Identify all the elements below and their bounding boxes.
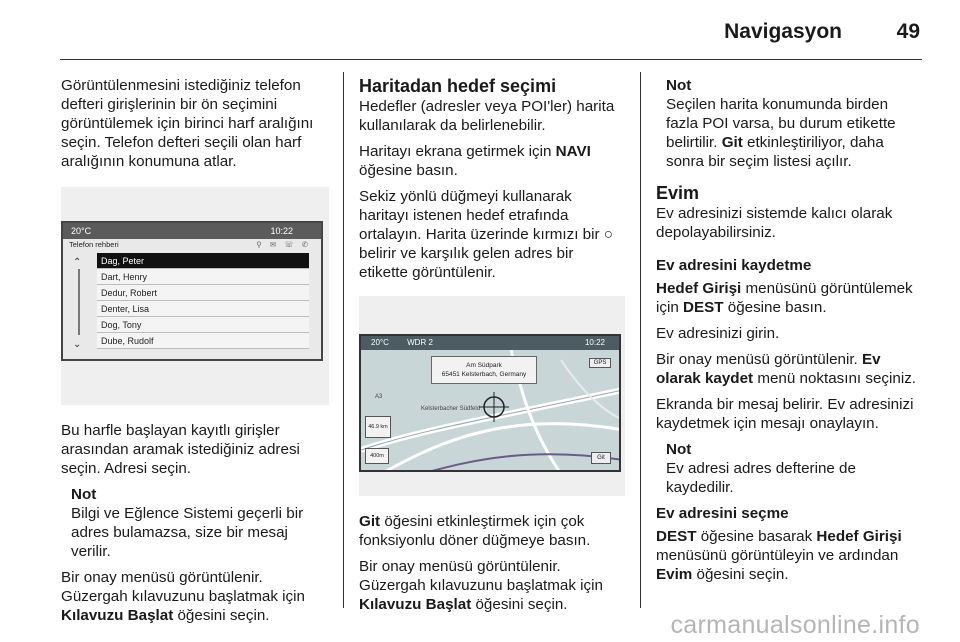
status-bar	[63, 223, 321, 239]
map-screen	[359, 334, 621, 472]
scrollbar-track	[78, 269, 80, 335]
note-heading: Not	[71, 486, 97, 503]
list-item: Dedur, Robert	[97, 285, 309, 301]
column-divider	[343, 72, 344, 608]
list-item: Dart, Henry	[97, 269, 309, 285]
status-icons: ⚲ ✉ ☏ ✆	[256, 240, 311, 249]
paragraph: Hedef Girişi menüsünü görüntülemek için DEST öğesine basın.	[656, 280, 913, 316]
paragraph: Haritayı ekrana getirmek için NAVI öğesine basın.	[359, 143, 591, 179]
note-heading: Not	[666, 77, 692, 94]
list-item: Dag, Peter	[97, 253, 309, 269]
list-item: Dog, Tony	[97, 317, 309, 333]
scroll-down-icon: ⌄	[73, 339, 82, 350]
temperature: 20°C	[71, 226, 92, 236]
phonebook-list	[97, 253, 309, 349]
header-rule	[60, 59, 922, 60]
zoom-indicator: 46.9 km	[365, 416, 391, 438]
phonebook-screen	[61, 221, 323, 361]
paragraph: Bir onay menüsü görüntülenir. Güzergah kılavuzunu başlatmak için Kılavuzu Başlat öğesini seçin.	[359, 558, 603, 613]
column-right	[656, 76, 922, 591]
paragraph: Ev adresinizi sistemde kalıcı olarak depolayabilirsiniz.	[656, 205, 893, 241]
map-screenshot	[359, 296, 625, 496]
address-label: Am Südpark 65451 Kelsterbach, Germany	[431, 356, 537, 384]
list-item: Denter, Lisa	[97, 301, 309, 317]
screen-subtitle: Telefon rehberi	[69, 240, 119, 249]
paragraph: Sekiz yönlü düğmeyi kullanarak haritayı istenen hedef etrafında ortalayın. Harita üzerinde kırmızı bir ○ belirir ve karşılık gelen adres bir etikette görüntülenir.	[359, 188, 613, 281]
section-heading: Evim	[656, 183, 700, 203]
page-number: 49	[896, 20, 920, 43]
crosshair-icon	[479, 392, 509, 422]
gps-button: GPS	[589, 358, 611, 368]
road-label: A3	[375, 394, 383, 400]
paragraph: Ev adresinizi girin.	[656, 325, 780, 342]
paragraph: DEST öğesine basarak Hedef Girişi menüsünü görüntüleyin ve ardından Evim öğesini seçin.	[656, 528, 902, 583]
phonebook-screenshot	[61, 187, 329, 405]
list-item: Dube, Rudolf	[97, 333, 309, 349]
column-divider	[640, 72, 641, 608]
note-box	[61, 485, 329, 561]
page-header	[0, 0, 960, 60]
subsection-heading: Ev adresini seçme	[656, 505, 789, 522]
road-label: Kelsterbacher Südfeld	[421, 406, 481, 412]
subsection-heading: Ev adresini kaydetme	[656, 257, 812, 274]
note-heading: Not	[666, 441, 692, 458]
scroll-up-icon: ⌃	[73, 257, 82, 268]
temperature: 20°C	[371, 338, 389, 347]
section-heading: Haritadan hedef seçimi	[359, 76, 557, 96]
page-title: Navigasyon	[724, 20, 842, 43]
clock: 10:22	[270, 226, 293, 236]
column-left	[61, 76, 329, 632]
paragraph: Git öğesini etkinleştirmek için çok fonksiyonlu döner düğmeye basın.	[359, 513, 591, 549]
paragraph: Bu harfle başlayan kayıtlı girişler arasından aramak istediğiniz adresi seçin. Adresi seçin.	[61, 422, 300, 477]
note-text: Bilgi ve Eğlence Sistemi geçerli bir adres bulamazsa, size bir mesaj verilir.	[71, 505, 304, 560]
clock: 10:22	[584, 338, 605, 347]
watermark: carmanualsonline.info	[670, 611, 920, 639]
radio-station: WDR 2	[407, 338, 433, 347]
screen-subtitle-bar	[63, 239, 321, 251]
note-box	[656, 76, 922, 171]
column-middle	[359, 76, 625, 621]
note-text: Ev adresi adres defterine de kaydedilir.	[666, 460, 856, 496]
paragraph: Ekranda bir mesaj belirir. Ev adresinizi kaydetmek için mesajı onaylayın.	[656, 396, 914, 432]
paragraph: Bir onay menüsü görüntülenir. Ev olarak kaydet menü noktasını seçiniz.	[656, 351, 917, 387]
scale-indicator: 400m	[365, 448, 389, 464]
note-text: Seçilen harita konumunda birden fazla POI varsa, bu durum etikette belirtilir. Git etkinleştiriliyor, daha sonra bir seçim listesi açılır.	[666, 96, 896, 170]
status-bar	[361, 336, 619, 350]
go-button: Git	[591, 452, 611, 464]
note-box	[656, 440, 922, 497]
paragraph: Hedefler (adresler veya POI'ler) harita kullanılarak da belirlenebilir.	[359, 98, 615, 134]
paragraph: Bir onay menüsü görüntülenir. Güzergah kılavuzunu başlatmak için Kılavuzu Başlat öğesini seçin.	[61, 569, 305, 624]
paragraph: Görüntülenmesini istediğiniz telefon defteri girişlerinin bir ön seçimini görüntülemek için birinci harf aralığını seçin. Telefon defteri seçili olan harf aralığının konumuna atlar.	[61, 77, 314, 170]
